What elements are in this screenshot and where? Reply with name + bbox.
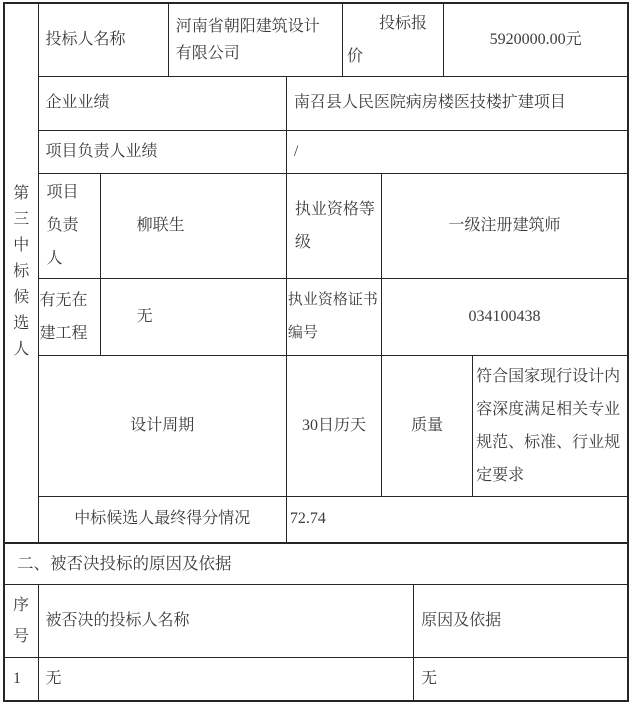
bidder-name-value: 河南省朝阳建筑设计有限公司	[168, 3, 342, 76]
rejected-header-bidder-name: 被否决的投标人名称	[38, 584, 414, 657]
row-rejected-section-title	[4, 543, 628, 584]
qualification-level-label: 执业资格等级	[286, 173, 381, 278]
design-period-value: 30日历天	[286, 355, 381, 496]
final-score-label: 中标候选人最终得分情况	[38, 496, 286, 543]
bid-price-value: 5920000.00元	[444, 3, 628, 76]
row-company-performance	[4, 76, 628, 130]
bidder-name-label: 投标人名称	[38, 3, 168, 76]
row-project-manager	[4, 173, 628, 278]
design-period-label: 设计周期	[38, 355, 286, 496]
construction-in-progress-label: 有无在建工程	[38, 278, 100, 355]
quality-label: 质量	[382, 355, 473, 496]
row-final-score	[4, 496, 628, 543]
quality-value: 符合国家现行设计内容深度满足相关专业规范、标准、行业规定要求	[473, 355, 628, 496]
pm-performance-value: /	[286, 130, 628, 173]
row-bidder-name	[4, 3, 628, 76]
row-pm-performance	[4, 130, 628, 173]
company-performance-label: 企业业绩	[38, 76, 286, 130]
project-manager-value: 柳联生	[100, 173, 286, 278]
candidate-rank-text: 第三中标候选人	[13, 185, 30, 358]
rejected-row-bidder-name: 无	[38, 657, 414, 701]
rejected-row-reason: 无	[414, 657, 628, 701]
qualification-level-value: 一级注册建筑师	[382, 173, 628, 278]
rejected-section-title: 二、被否决投标的原因及依据	[4, 543, 628, 584]
bid-price-label: 投标报价	[343, 3, 444, 76]
candidate-rank-vertical-label	[4, 3, 38, 543]
final-score-value: 72.74	[286, 496, 628, 543]
rejected-table-row	[4, 657, 628, 701]
rejected-row-index: 1	[4, 657, 38, 701]
row-certificate	[4, 278, 628, 355]
bid-evaluation-table	[3, 2, 629, 702]
row-design-period	[4, 355, 628, 496]
company-performance-value: 南召县人民医院病房楼医技楼扩建项目	[286, 76, 628, 130]
rejected-header-index: 序号	[4, 584, 38, 657]
certificate-number-label: 执业资格证书编号	[286, 278, 381, 355]
construction-in-progress-value: 无	[100, 278, 286, 355]
pm-performance-label: 项目负责人业绩	[38, 130, 286, 173]
row-rejected-header	[4, 584, 628, 657]
rejected-header-reason: 原因及依据	[414, 584, 628, 657]
certificate-number-value: 034100438	[382, 278, 628, 355]
project-manager-label: 项目负责人	[38, 173, 100, 278]
